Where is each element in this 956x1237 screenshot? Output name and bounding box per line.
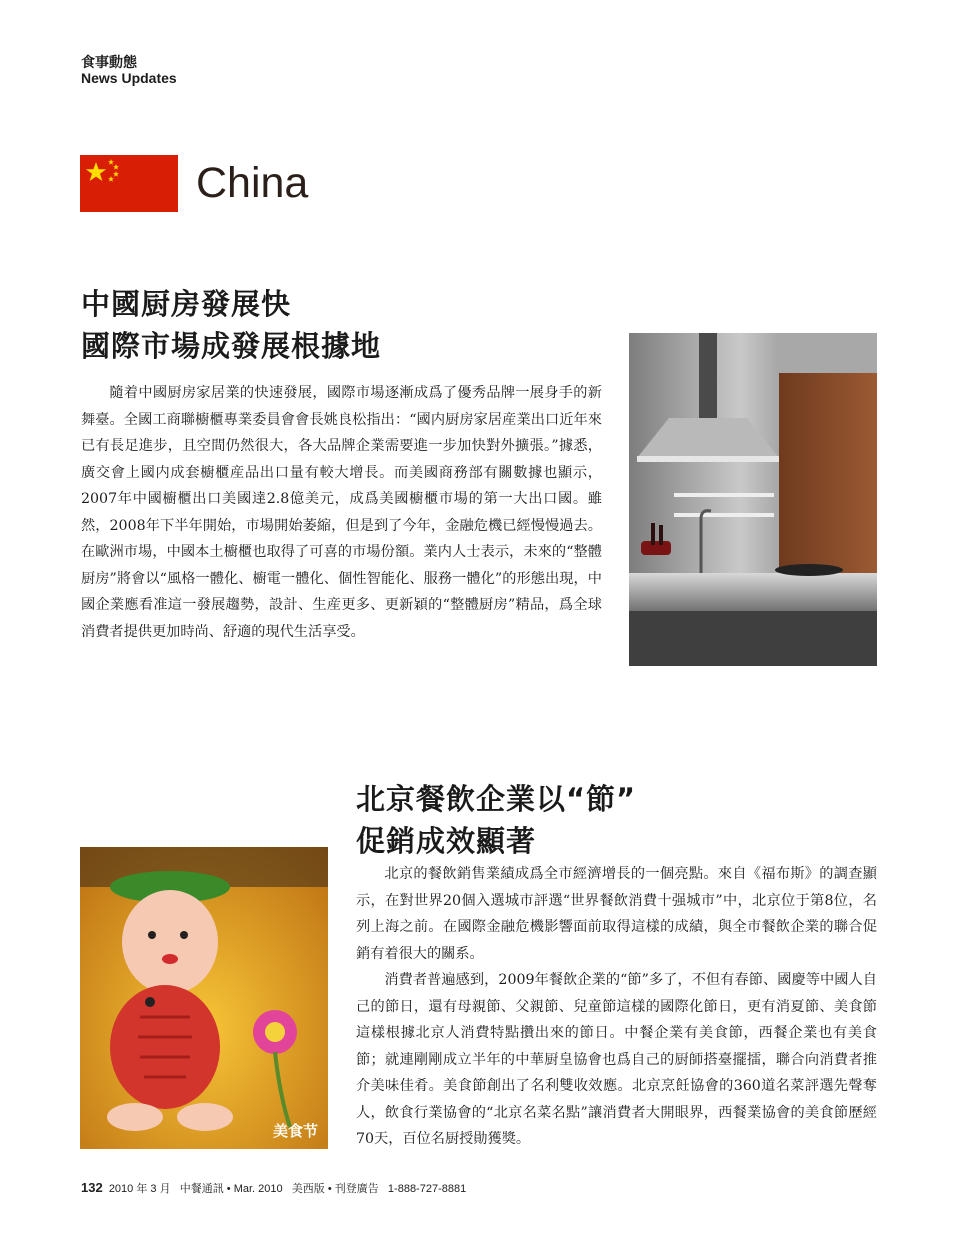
article1-body: 隨着中國厨房家居業的快速發展，國際市場逐漸成爲了優秀品牌一展身手的新舞臺。全國工商聯櫥櫃專業委員會會長姚良松指出：“國内厨房家居産業出口近年來已有長足進步，且空間仍然很大，各大品牌企業需要進一步加快對外擴張。”據悉，廣交會上國内成套櫥櫃産品出口量有較大增長。而美國商務部有關數據也顯示，2007年中國櫥櫃出口美國達2.8億美元，成爲美國櫥櫃市場的第一大出口國。雖然，2008年下半年開始，市場開始萎縮，但是到了今年，金融危機已經慢慢過去。在歐洲市場，中國本土櫥櫃也取得了可喜的市場份額。業内人士表示，未來的“整體厨房”將會以“風格一體化、櫥電一體化、個性智能化、服務一體化”的形態出現，中國企業應看准這一發展趨勢，設計、生産更多、更新穎的“整體厨房”精品，爲全球消費者提供更加時尚、舒適的現代生活享受。 — [81, 385, 602, 640]
article1-title-line2: 國際市場成發展根據地 — [81, 329, 382, 363]
page-footer — [81, 1180, 466, 1196]
kitchen-photo — [629, 333, 877, 666]
photo-caption: 美食节 — [272, 1122, 318, 1140]
article1-title-line1: 中國厨房發展快 — [81, 287, 292, 321]
article2-title-line2: 促銷成效顯著 — [356, 824, 537, 858]
article2-title — [356, 778, 636, 862]
china-flag-icon — [80, 155, 178, 212]
article2-paragraph: 消費者普遍感到，2009年餐飲企業的“節”多了，不但有春節、國慶等中國人自己的節日，還有母親節、父親節、兒童節這樣的國際化節日，更有消夏節、美食節這樣根據北京人消費特點攢出來的節日。中餐企業有美食節，西餐企業也有美食節；就連剛剛成立半年的中華厨皇協會也爲自己的厨師搭臺擺擂，聯合向消費者推介美味佳肴。美食節創出了名利雙收效應。北京烹飪協會的360道名菜評選先聲奪人，飲食行業協會的“北京名菜名點”讓消費者大開眼界，西餐業協會的美食節歷經70天，百位名厨授勛獲獎。 — [356, 972, 877, 1147]
festival-doll-photo — [80, 847, 328, 1149]
article2-body — [356, 861, 877, 1153]
country-heading: China — [196, 159, 309, 207]
section-title-english: News Updates — [81, 70, 177, 86]
article1-title — [81, 283, 381, 367]
footer-text: 2010 年 3 月 中餐通訊 • Mar. 2010 美西版 • 刊登廣告 1-888-727-8881 — [102, 1183, 467, 1195]
section-title-chinese: 食事動態 — [81, 55, 137, 71]
article2-title-line1: 北京餐飲企業以“節” — [356, 782, 637, 816]
page-number: 132 — [81, 1180, 103, 1195]
article2-paragraph: 北京的餐飲銷售業績成爲全市經濟增長的一個亮點。來自《福布斯》的調查顯示，在對世界20個入選城市評選“世界餐飲消費十强城市”中，北京位于第8位，名列上海之前。在國際金融危機影響面前取得這樣的成績，與全市餐飲企業的聯合促銷有着很大的關系。 — [356, 866, 877, 962]
